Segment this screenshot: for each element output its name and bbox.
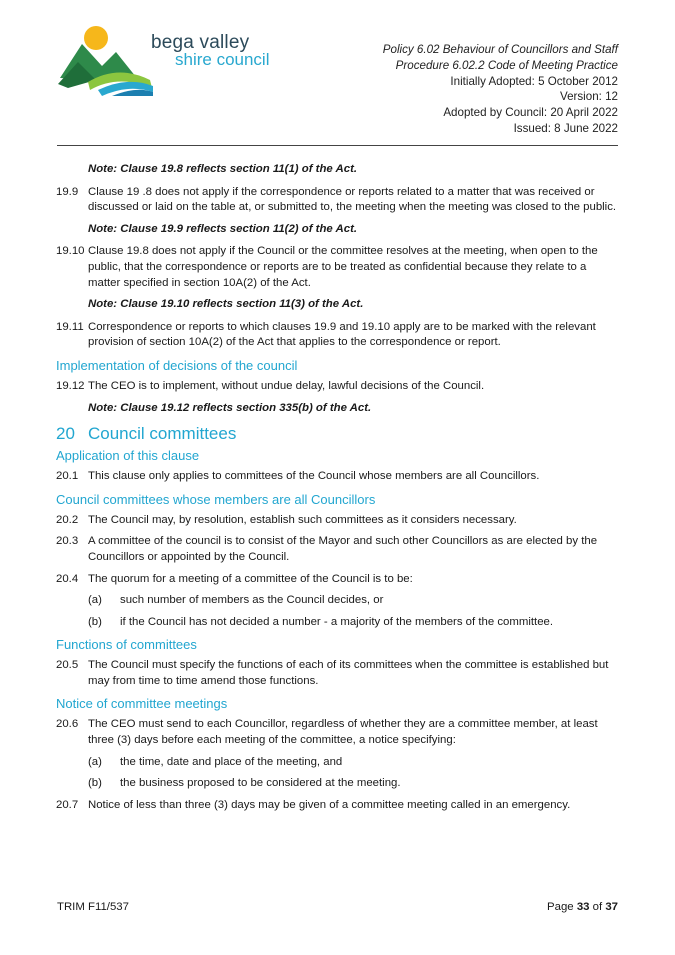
- heading-functions: Functions of committees: [56, 637, 197, 653]
- clause-text: The Council must specify the functions of each of its committees when the committee is established but may from time to time amend those functions.: [88, 659, 609, 687]
- council-adopted: Adopted by Council: 20 April 2022: [443, 106, 618, 120]
- clause-number: 20.6: [56, 718, 79, 731]
- logo-text-line2: shire council: [175, 50, 270, 69]
- clause-20-2: [56, 513, 620, 529]
- subclause-text: the time, date and place of the meeting, and: [120, 755, 343, 768]
- clause-text: The quorum for a meeting of a committee of the Council is to be:: [88, 572, 413, 585]
- clause-19-9: [56, 185, 620, 216]
- clause-20-1: [56, 469, 620, 485]
- clause-text: Correspondence or reports to which clauses 19.9 and 19.10 apply are to be marked with the relevant provision of section 10A(2) of the Act that applies to the correspondence or report.: [88, 320, 596, 349]
- clause-number: 19.9: [56, 185, 79, 198]
- current-page: 33: [576, 901, 590, 913]
- page-number: [547, 901, 618, 913]
- page-of: of: [589, 901, 606, 913]
- clause-19-10: [56, 244, 620, 291]
- clause-20-3: [56, 534, 620, 565]
- clause-number: 19.11: [56, 320, 84, 333]
- clause-number: 20.4: [56, 572, 79, 585]
- section-title: Council committees: [88, 424, 237, 444]
- heading-committees: Council committees whose members are all Councillors: [56, 491, 376, 507]
- clause-20-5: [56, 658, 620, 689]
- clause-text: Notice of less than three (3) days may be given of a committee meeting called in an emergency.: [88, 798, 571, 811]
- clause-number: 20.7: [56, 798, 79, 811]
- clause-text: Clause 19.8 does not apply if the Council or the committee resolves at the meeting, when open to the public, that the correspondence or reports are to be treated as confidential because they relate to a matter specified in section 10A(2) of the Act.: [88, 245, 598, 289]
- subclause-letter: (b): [88, 777, 102, 790]
- page-prefix: Page: [547, 901, 577, 913]
- document-header: [383, 42, 618, 137]
- subclause-letter: (a): [88, 594, 102, 607]
- clause-number: 20.5: [56, 659, 79, 672]
- clause-number: 20.3: [56, 535, 79, 548]
- clause-text: The CEO must send to each Councillor, regardless of whether they are a committee member, at least three (3) days before each meeting of the committee, a notice specifying:: [88, 718, 598, 747]
- clause-number: 20.2: [56, 513, 79, 526]
- section-20-heading: [56, 423, 620, 444]
- subclause-letter: (a): [88, 755, 102, 768]
- clause-number: 20.1: [56, 470, 79, 483]
- section-number: 20: [56, 424, 75, 444]
- logo-text-line1: bega valley: [151, 32, 250, 53]
- heading-application: Application of this clause: [56, 448, 200, 464]
- clause-20-4-a: [56, 593, 620, 609]
- note-19-9: Note: Clause 19.9 reflects section 11(2) of the Act.: [88, 222, 358, 235]
- clause-number: 19.10: [56, 245, 85, 258]
- clause-text: Clause 19 .8 does not apply if the correspondence or reports related to a matter that was received or discussed or laid on the table at, or submitted to, the meeting when the meeting was closed to the public.: [88, 185, 617, 214]
- note-19-12: Note: Clause 19.12 reflects section 335(b) of the Act.: [88, 401, 372, 414]
- initially-adopted: Initially Adopted: 5 October 2012: [450, 74, 618, 88]
- heading-notice: Notice of committee meetings: [56, 696, 228, 712]
- clause-20-6: [56, 717, 620, 748]
- total-pages: 37: [605, 901, 618, 913]
- subclause-text: such number of members as the Council decides, or: [120, 594, 384, 607]
- version: Version: 12: [559, 90, 618, 104]
- clause-20-6-a: [56, 755, 620, 771]
- clause-19-11: [56, 320, 620, 351]
- clause-text: The CEO is to implement, without undue delay, lawful decisions of the Council.: [88, 379, 485, 392]
- policy-title: Policy 6.02 Behaviour of Councillors and Staff: [382, 43, 618, 56]
- clause-text: This clause only applies to committees of the Council whose members are all Councillors.: [88, 470, 540, 483]
- clause-text: A committee of the council is to consist of the Mayor and such other Councillors as are elected by the Councillors or appointed by the Council.: [88, 535, 598, 563]
- header-divider: [57, 145, 618, 146]
- council-logo: [58, 22, 283, 98]
- clause-20-4-b: [56, 615, 620, 631]
- heading-implementation: Implementation of decisions of the council: [56, 357, 298, 373]
- clause-20-6-b: [56, 776, 620, 792]
- procedure-title: Procedure 6.02.2 Code of Meeting Practice: [395, 58, 618, 72]
- subclause-text: if the Council has not decided a number - a majority of the members of the committee.: [120, 615, 554, 628]
- clause-19-12: [56, 379, 620, 395]
- note-19-8: Note: Clause 19.8 reflects section 11(1) of the Act.: [88, 163, 358, 175]
- trim-reference: TRIM F11/537: [57, 901, 129, 913]
- clause-20-7: [56, 798, 620, 814]
- subclause-text: the business proposed to be considered at the meeting.: [120, 777, 401, 790]
- mountains-logo-icon: [58, 22, 153, 98]
- clause-text: The Council may, by resolution, establish such committees as it considers necessary.: [88, 513, 517, 526]
- subclause-letter: (b): [88, 615, 102, 628]
- clause-number: 19.12: [56, 379, 85, 392]
- issued-date: Issued: 8 June 2022: [513, 121, 618, 135]
- document-body: [56, 162, 620, 819]
- note-19-10: Note: Clause 19.10 reflects section 11(3) of the Act.: [88, 298, 364, 311]
- clause-20-4: [56, 572, 620, 588]
